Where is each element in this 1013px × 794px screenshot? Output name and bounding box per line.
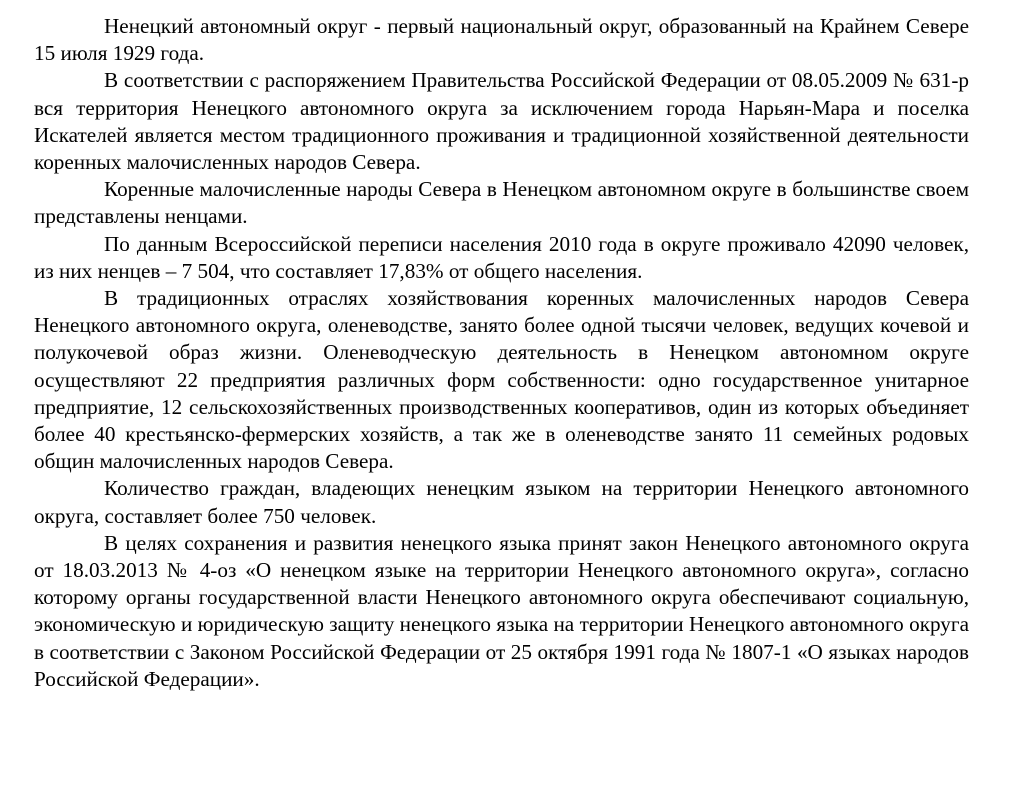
paragraph-reindeer-herding: В традиционных отраслях хозяйствования коренных малочисленных народов Севера Ненецкого автономного округа, оленеводстве, занято более одной тысячи человек, ведущих кочевой и полукочевой образ жизни. Оленеводческую деятельность в Ненецком автономном округе осуществляют 22 предприятия различных форм собственности: одно государственное унитарное предприятие, 12 сельскохозяйственных производственных кооперативов, один из которых объединяет более 40 крестьянско-фермерских хозяйств, а так же в оленеводстве занято 11 семейных родовых общин малочисленных народов Севера. bbox=[34, 286, 969, 474]
paragraph-traditional-territory: В соответствии с распоряжением Правительства Российской Федерации от 08.05.2009 № 631-р вся территория Ненецкого автономного округа за исключением города Нарьян-Мара и поселка Искателей является местом традиционного проживания и традиционной хозяйственной деятельности коренных малочисленных народов Севера. bbox=[34, 68, 969, 175]
paragraph-census-data: По данным Всероссийской переписи населения 2010 года в округе проживало 42090 человек, из них ненцев – 7 504, что составляет 17,83% от общего населения. bbox=[34, 231, 969, 283]
paragraph-okrug-founding: Ненецкий автономный округ - первый национальный округ, образованный на Крайнем Севере 15 июля 1929 года. bbox=[34, 14, 969, 66]
paragraph-indigenous-peoples: Коренные малочисленные народы Севера в Ненецком автономном округе в большинстве своем представлены ненцами. bbox=[34, 177, 969, 229]
paragraph-language-speakers: Количество граждан, владеющих ненецким языком на территории Ненецкого автономного округа, составляет более 750 человек. bbox=[34, 476, 969, 528]
paragraph-language-law: В целях сохранения и развития ненецкого языка принят закон Ненецкого автономного округа от 18.03.2013 № 4-оз «О ненецком языке на территории Ненецкого автономного округа», согласно которому органы государственной власти Ненецкого автономного округа обеспечивают социальную, экономическую и юридическую защиту ненецкого языка на территории Ненецкого автономного округа в соответствии с Законом Российской Федерации от 25 октября 1991 года № 1807-1 «О языках народов Российской Федерации». bbox=[34, 530, 969, 691]
